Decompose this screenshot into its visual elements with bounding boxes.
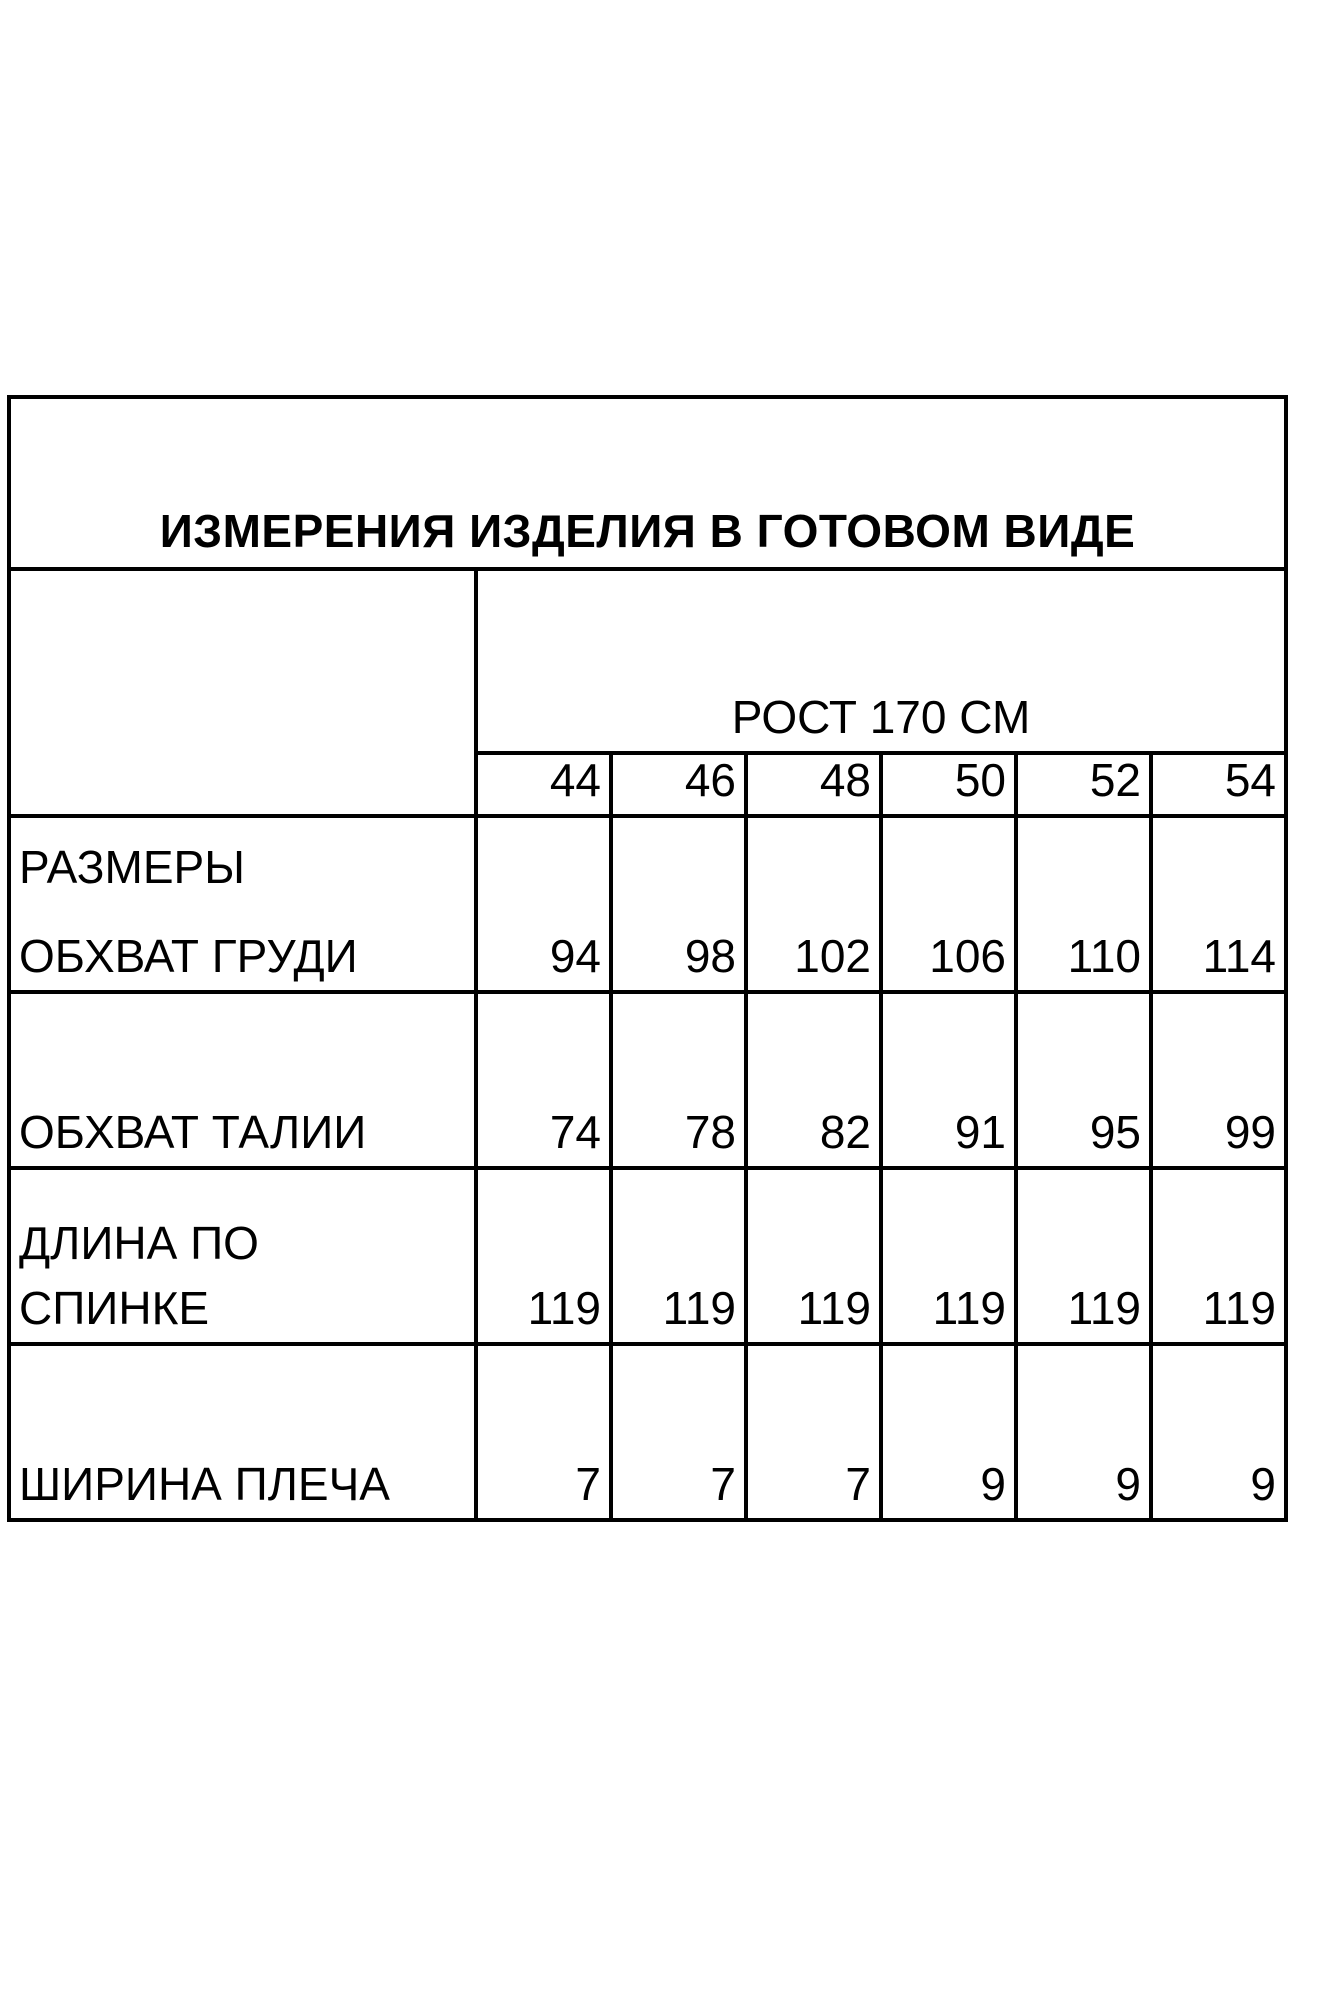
size-cell: 52 (1016, 753, 1151, 816)
value-cell: 119 (611, 1168, 746, 1344)
row-label-shoulder: ШИРИНА ПЛЕЧА (9, 1344, 476, 1520)
size-cell: 50 (881, 753, 1016, 816)
value-cell: 74 (476, 992, 611, 1168)
value-cell: 9 (1016, 1344, 1151, 1520)
height-row (9, 569, 1286, 753)
value-cell: 82 (746, 992, 881, 1168)
value-cell: 114 (1151, 816, 1286, 992)
value-cell: 7 (746, 1344, 881, 1520)
row-label-chest: ОБХВАТ ГРУДИ (9, 816, 476, 992)
size-cell: 48 (746, 753, 881, 816)
value-cell: 119 (881, 1168, 1016, 1344)
table-row (9, 1344, 1286, 1520)
value-cell: 7 (476, 1344, 611, 1520)
sizes-label: РАЗМЕРЫ (19, 841, 245, 893)
value-cell: 102 (746, 816, 881, 992)
size-cell: 44 (476, 753, 611, 816)
value-cell: 106 (881, 816, 1016, 992)
table-title: ИЗМЕРЕНИЯ ИЗДЕЛИЯ В ГОТОВОМ ВИДЕ (9, 397, 1286, 569)
value-cell: 94 (476, 816, 611, 992)
value-cell: 119 (476, 1168, 611, 1344)
height-label: РОСТ 170 СМ (476, 569, 1286, 753)
corner-cell (9, 569, 476, 816)
value-cell: 119 (746, 1168, 881, 1344)
value-cell: 7 (611, 1344, 746, 1520)
value-cell: 119 (1016, 1168, 1151, 1344)
measurements-table (7, 395, 1288, 1522)
size-cell: 54 (1151, 753, 1286, 816)
value-cell: 95 (1016, 992, 1151, 1168)
value-cell: 78 (611, 992, 746, 1168)
value-cell: 91 (881, 992, 1016, 1168)
row-label-back-length (9, 1168, 476, 1344)
row-label-waist: ОБХВАТ ТАЛИИ (9, 992, 476, 1168)
value-cell: 110 (1016, 816, 1151, 992)
size-cell: 46 (611, 753, 746, 816)
value-cell: 98 (611, 816, 746, 992)
value-cell: 99 (1151, 992, 1286, 1168)
title-row (9, 397, 1286, 569)
value-cell: 9 (881, 1344, 1016, 1520)
value-cell: 119 (1151, 1168, 1286, 1344)
row-label-line: ДЛИНА ПО (19, 1217, 259, 1270)
table-row (9, 992, 1286, 1168)
row-label-line: СПИНКЕ (19, 1282, 210, 1334)
table-row (9, 1168, 1286, 1344)
value-cell: 9 (1151, 1344, 1286, 1520)
